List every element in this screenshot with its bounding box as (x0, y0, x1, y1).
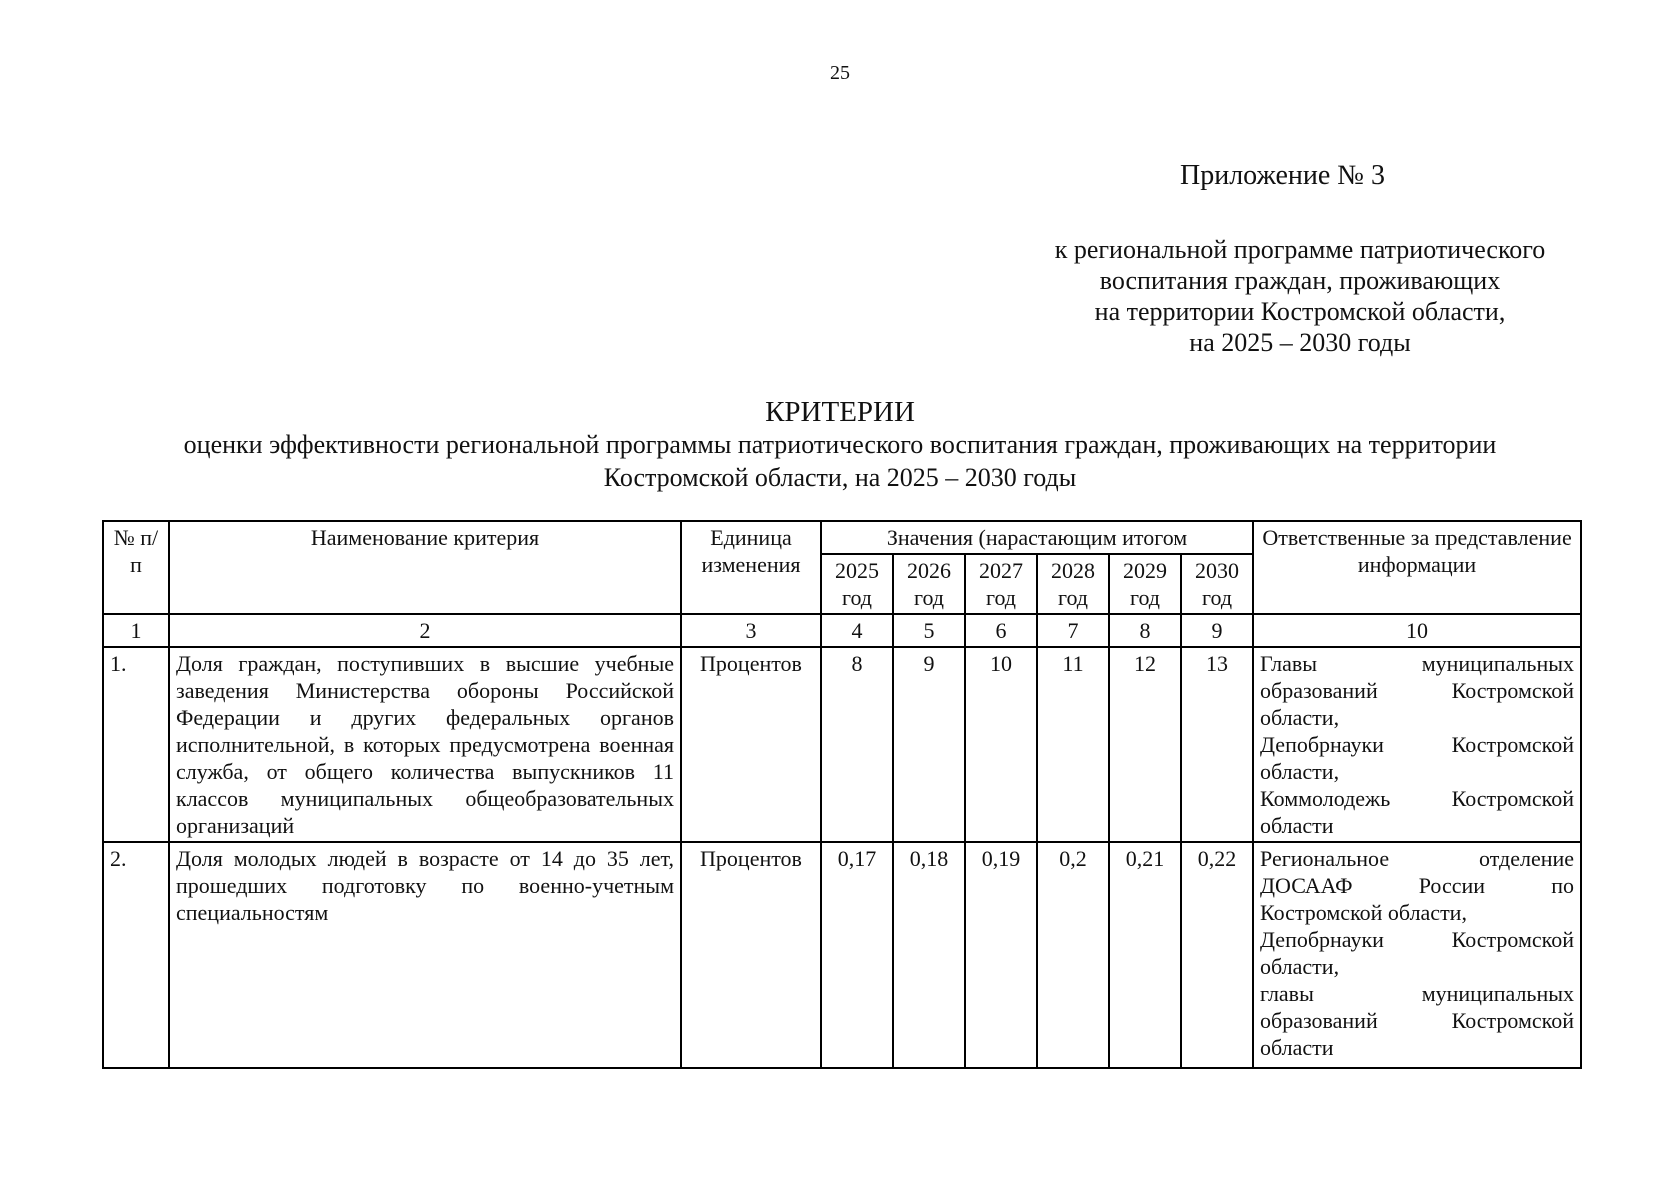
header-year: 2027 год (965, 554, 1037, 614)
row-num: 1. (103, 647, 169, 842)
column-number: 8 (1109, 614, 1181, 647)
column-number: 1 (103, 614, 169, 647)
row-value: 13 (1181, 647, 1253, 842)
row-value: 10 (965, 647, 1037, 842)
appendix-subtitle (1010, 234, 1590, 358)
row-unit: Процентов (681, 842, 821, 1068)
responsible-line: Депобрнауки Костромской области, (1260, 927, 1575, 979)
column-number: 10 (1253, 614, 1581, 647)
document-subtitle-line: оценки эффективности региональной программы патриотического воспитания граждан, проживающих на территории (183, 430, 1497, 459)
header-num: № п/п (103, 521, 169, 614)
document-title: КРИТЕРИИ (765, 396, 915, 428)
responsible-line: Региональное отделение ДОСААФ России по Костромской области, (1260, 846, 1575, 925)
criteria-table (102, 520, 1582, 1069)
row-criterion-name: Доля молодых людей в возрасте от 14 до 35 лет, прошедших подготовку по военно-учетным специальностям (169, 842, 681, 1068)
row-value: 0,17 (821, 842, 893, 1068)
row-value: 0,22 (1181, 842, 1253, 1068)
table-row (103, 647, 1581, 842)
header-unit: Единица изменения (681, 521, 821, 614)
row-value: 0,18 (893, 842, 965, 1068)
column-number: 7 (1037, 614, 1109, 647)
row-unit: Процентов (681, 647, 821, 842)
appendix-subtitle-line: на 2025 – 2030 годы (1189, 328, 1411, 357)
row-responsible (1253, 647, 1581, 842)
responsible-line: Главы муниципальных образований Костромской области, (1260, 651, 1575, 730)
row-value: 11 (1037, 647, 1109, 842)
responsible-line: главы муниципальных образований Костромской области (1260, 981, 1575, 1060)
appendix-subtitle-line: воспитания граждан, проживающих (1099, 266, 1501, 295)
row-value: 12 (1109, 647, 1181, 842)
row-value: 9 (893, 647, 965, 842)
column-number: 3 (681, 614, 821, 647)
row-criterion-name: Доля граждан, поступивших в высшие учебные заведения Министерства обороны Российской Федерации и других федеральных органов исполнительной, в которых предусмотрена военная служба, от общего количества выпускников 11 классов муниципальных общеобразовательных организаций (169, 647, 681, 842)
header-year: 2029 год (1109, 554, 1181, 614)
appendix-subtitle-line: на территории Костромской области, (1094, 297, 1506, 326)
page-number: 25 (830, 62, 850, 84)
column-number-row (103, 614, 1581, 647)
row-value: 0,21 (1109, 842, 1181, 1068)
header-year: 2025 год (821, 554, 893, 614)
column-number: 6 (965, 614, 1037, 647)
column-number: 9 (1181, 614, 1253, 647)
appendix-subtitle-line: к региональной программе патриотического (1054, 235, 1546, 264)
row-responsible (1253, 842, 1581, 1068)
table-header-row (103, 521, 1581, 554)
header-year: 2028 год (1037, 554, 1109, 614)
appendix-title: Приложение № 3 (1180, 160, 1385, 191)
header-name: Наименование критерия (169, 521, 681, 614)
responsible-line: Коммолодежь Костромской области (1260, 786, 1575, 838)
header-year: 2030 год (1181, 554, 1253, 614)
table-row (103, 842, 1581, 1068)
column-number: 5 (893, 614, 965, 647)
header-year: 2026 год (893, 554, 965, 614)
header-values-group: Значения (нарастающим итогом (821, 521, 1253, 554)
row-value: 0,2 (1037, 842, 1109, 1068)
header-responsible: Ответственные за представление информации (1253, 521, 1581, 614)
document-subtitle-line: Костромской области, на 2025 – 2030 годы (603, 463, 1077, 492)
responsible-line: Депобрнауки Костромской области, (1260, 732, 1575, 784)
row-value: 0,19 (965, 842, 1037, 1068)
row-value: 8 (821, 647, 893, 842)
document-subtitle (90, 428, 1590, 494)
column-number: 2 (169, 614, 681, 647)
column-number: 4 (821, 614, 893, 647)
row-num: 2. (103, 842, 169, 1068)
